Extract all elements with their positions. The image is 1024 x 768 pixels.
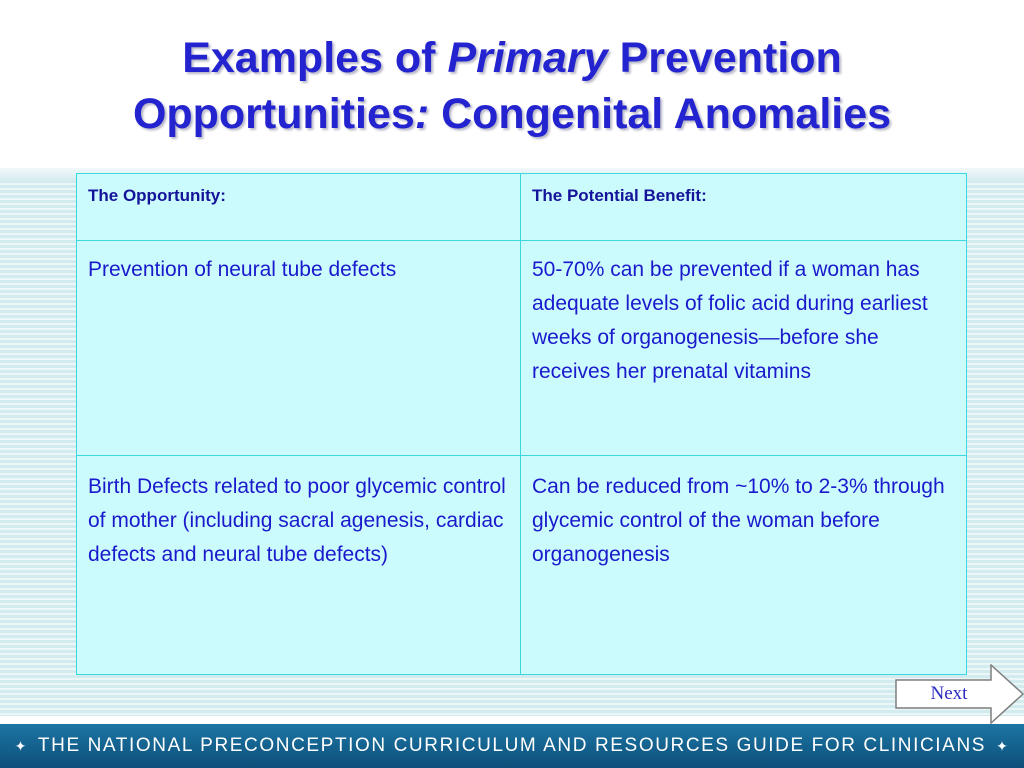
table-row (77, 241, 967, 456)
table-row (77, 456, 967, 675)
title-area (0, 0, 1024, 168)
title-text: Prevention (607, 34, 842, 82)
title-text: Examples of (182, 34, 448, 82)
header-opportunity: The Opportunity: (77, 174, 521, 241)
benefit-cell: Can be reduced from ~10% to 2-3% through glycemic control of the woman before organogenesis (521, 456, 967, 675)
table-header-row (77, 174, 967, 241)
title-line-2 (0, 86, 1024, 142)
title-emphasis: Primary (447, 34, 608, 82)
next-button[interactable] (895, 664, 1024, 724)
title-text: Opportunities (132, 90, 415, 138)
footer-text: THE NATIONAL PRECONCEPTION CURRICULUM AND RESOURCES GUIDE FOR CLINICIANS (37, 735, 987, 756)
star-icon: ✦ (996, 738, 1010, 754)
opportunity-cell: Birth Defects related to poor glycemic control of mother (including sacral agenesis, cardiac defects and neural tube defects) (77, 456, 521, 675)
title-emphasis: : (414, 90, 430, 138)
footer-bar (0, 724, 1024, 768)
prevention-table (76, 173, 967, 675)
slide-title (0, 30, 1024, 142)
star-icon: ✦ (14, 738, 28, 754)
title-line-1 (0, 30, 1024, 86)
next-label: Next (930, 683, 968, 704)
header-benefit: The Potential Benefit: (521, 174, 967, 241)
benefit-cell: 50-70% can be prevented if a woman has adequate levels of folic acid during earliest weeks of organogenesis—before she receives her prenatal vitamins (521, 241, 967, 456)
opportunity-cell: Prevention of neural tube defects (77, 241, 521, 456)
title-text: Congenital Anomalies (429, 90, 892, 138)
